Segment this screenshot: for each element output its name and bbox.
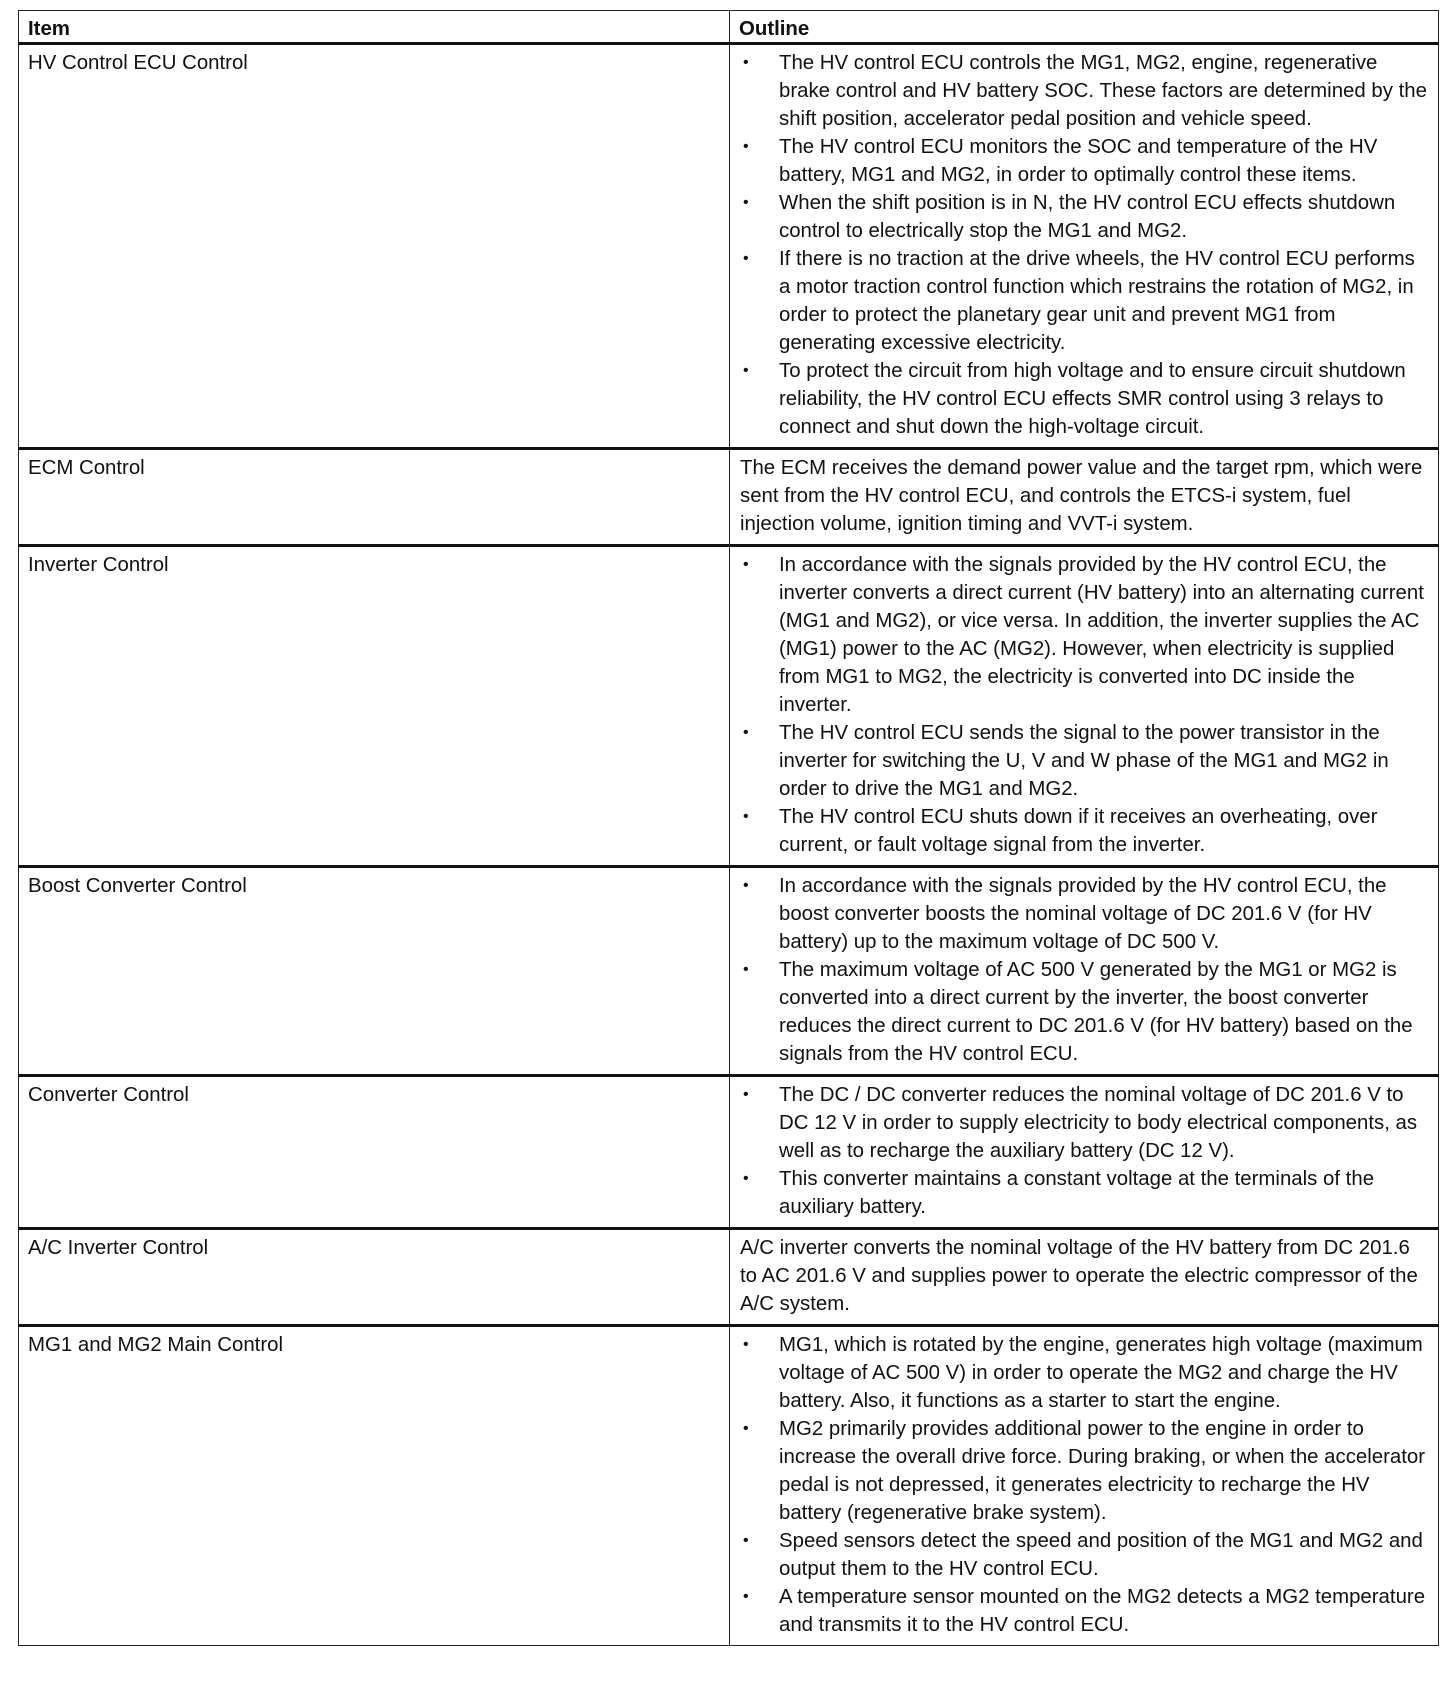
bullet-text: When the shift position is in N, the HV control ECU effects shutdown control to electrically stop the MG1 and MG2.	[779, 192, 1396, 242]
table-row	[19, 44, 1439, 449]
list-item	[740, 1415, 1428, 1527]
list-item	[740, 956, 1428, 1068]
item-cell: A/C Inverter Control	[19, 1229, 730, 1326]
table-row	[19, 1229, 1439, 1326]
bullet-text: This converter maintains a constant voltage at the terminals of the auxiliary battery.	[779, 1168, 1375, 1218]
table-header-row	[19, 11, 1439, 44]
bullet-text: The DC / DC converter reduces the nominal voltage of DC 201.6 V to DC 12 V in order to supply electricity to body electrical components, as well as to recharge the auxiliary battery (DC 12 V).	[779, 1084, 1418, 1162]
list-item	[740, 49, 1428, 133]
control-outline-table	[18, 10, 1439, 1646]
header-item: Item	[19, 11, 730, 44]
list-item	[740, 1331, 1428, 1415]
list-item	[740, 719, 1428, 803]
bullet-icon: •	[743, 54, 749, 71]
bullet-icon: •	[743, 1086, 749, 1103]
list-item	[740, 872, 1428, 956]
bullet-icon: •	[743, 1532, 749, 1549]
bullet-icon: •	[743, 138, 749, 155]
bullet-list	[740, 1331, 1428, 1639]
bullet-icon: •	[743, 556, 749, 573]
bullet-text: The HV control ECU monitors the SOC and temperature of the HV battery, MG1 and MG2, in order to optimally control these items.	[779, 136, 1378, 186]
list-item	[740, 1527, 1428, 1583]
table-row	[19, 1326, 1439, 1646]
list-item	[740, 357, 1428, 441]
bullet-icon: •	[743, 1420, 749, 1437]
list-item	[740, 1165, 1428, 1221]
list-item	[740, 803, 1428, 859]
bullet-text: The maximum voltage of AC 500 V generated by the MG1 or MG2 is converted into a direct current by the inverter, the boost converter reduces the direct current to DC 201.6 V (for HV battery) based on the signals from the HV control ECU.	[779, 959, 1413, 1065]
table-row	[19, 546, 1439, 867]
bullet-icon: •	[743, 1170, 749, 1187]
bullet-icon: •	[743, 194, 749, 211]
outline-cell	[730, 1076, 1439, 1229]
outline-text: The ECM receives the demand power value and the target rpm, which were sent from the HV control ECU, and controls the ETCS-i system, fuel injection volume, ignition timing and VVT-i system.	[740, 457, 1423, 535]
item-cell: Inverter Control	[19, 546, 730, 867]
list-item	[740, 133, 1428, 189]
bullet-icon: •	[743, 362, 749, 379]
bullet-icon: •	[743, 250, 749, 267]
bullet-text: The HV control ECU sends the signal to the power transistor in the inverter for switching the U, V and W phase of the MG1 and MG2 in order to drive the MG1 and MG2.	[779, 722, 1389, 800]
bullet-text: To protect the circuit from high voltage and to ensure circuit shutdown reliability, the HV control ECU effects SMR control using 3 relays to connect and shut down the high-voltage circuit.	[779, 360, 1406, 438]
bullet-list	[740, 49, 1428, 441]
list-item	[740, 245, 1428, 357]
bullet-list	[740, 1081, 1428, 1221]
bullet-text: The HV control ECU controls the MG1, MG2, engine, regenerative brake control and HV battery SOC. These factors are determined by the shift position, accelerator pedal position and vehicle speed.	[779, 52, 1427, 130]
table-row	[19, 1076, 1439, 1229]
bullet-icon: •	[743, 1336, 749, 1353]
item-cell: HV Control ECU Control	[19, 44, 730, 449]
outline-text: A/C inverter converts the nominal voltage of the HV battery from DC 201.6 to AC 201.6 V and supplies power to operate the electric compressor of the A/C system.	[740, 1237, 1418, 1315]
bullet-icon: •	[743, 961, 749, 978]
item-cell: ECM Control	[19, 449, 730, 546]
bullet-text: Speed sensors detect the speed and position of the MG1 and MG2 and output them to the HV control ECU.	[779, 1530, 1423, 1580]
table-row	[19, 867, 1439, 1076]
table-row	[19, 449, 1439, 546]
bullet-list	[740, 872, 1428, 1068]
bullet-text: In accordance with the signals provided by the HV control ECU, the inverter converts a direct current (HV battery) into an alternating current (MG1 and MG2), or vice versa. In addition, the inverter supplies the AC (MG1) power to the AC (MG2). However, when electricity is supplied from MG1 to MG2, the electricity is converted into DC inside the inverter.	[779, 554, 1424, 716]
outline-cell	[730, 867, 1439, 1076]
list-item	[740, 1081, 1428, 1165]
list-item	[740, 1583, 1428, 1639]
bullet-icon: •	[743, 877, 749, 894]
bullet-text: MG1, which is rotated by the engine, generates high voltage (maximum voltage of AC 500 V) in order to operate the MG2 and charge the HV battery. Also, it functions as a starter to start the engine.	[779, 1334, 1423, 1412]
outline-cell	[730, 1229, 1439, 1326]
bullet-text: If there is no traction at the drive wheels, the HV control ECU performs a motor traction control function which restrains the rotation of MG2, in order to protect the planetary gear unit and prevent MG1 from generating excessive electricity.	[779, 248, 1415, 354]
list-item	[740, 189, 1428, 245]
bullet-text: The HV control ECU shuts down if it receives an overheating, over current, or fault voltage signal from the inverter.	[779, 806, 1378, 856]
outline-cell	[730, 44, 1439, 449]
bullet-text: A temperature sensor mounted on the MG2 detects a MG2 temperature and transmits it to the HV control ECU.	[779, 1586, 1426, 1636]
bullet-text: MG2 primarily provides additional power to the engine in order to increase the overall drive force. During braking, or when the accelerator pedal is not depressed, it generates electricity to recharge the HV battery (regenerative brake system).	[779, 1418, 1426, 1524]
item-cell: Converter Control	[19, 1076, 730, 1229]
outline-cell	[730, 449, 1439, 546]
bullet-icon: •	[743, 724, 749, 741]
bullet-icon: •	[743, 1588, 749, 1605]
list-item	[740, 551, 1428, 719]
bullet-icon: •	[743, 808, 749, 825]
outline-cell	[730, 546, 1439, 867]
header-outline: Outline	[730, 11, 1439, 44]
outline-cell	[730, 1326, 1439, 1646]
item-cell: Boost Converter Control	[19, 867, 730, 1076]
bullet-list	[740, 551, 1428, 859]
bullet-text: In accordance with the signals provided by the HV control ECU, the boost converter boosts the nominal voltage of DC 201.6 V (for HV battery) up to the maximum voltage of DC 500 V.	[779, 875, 1387, 953]
item-cell: MG1 and MG2 Main Control	[19, 1326, 730, 1646]
